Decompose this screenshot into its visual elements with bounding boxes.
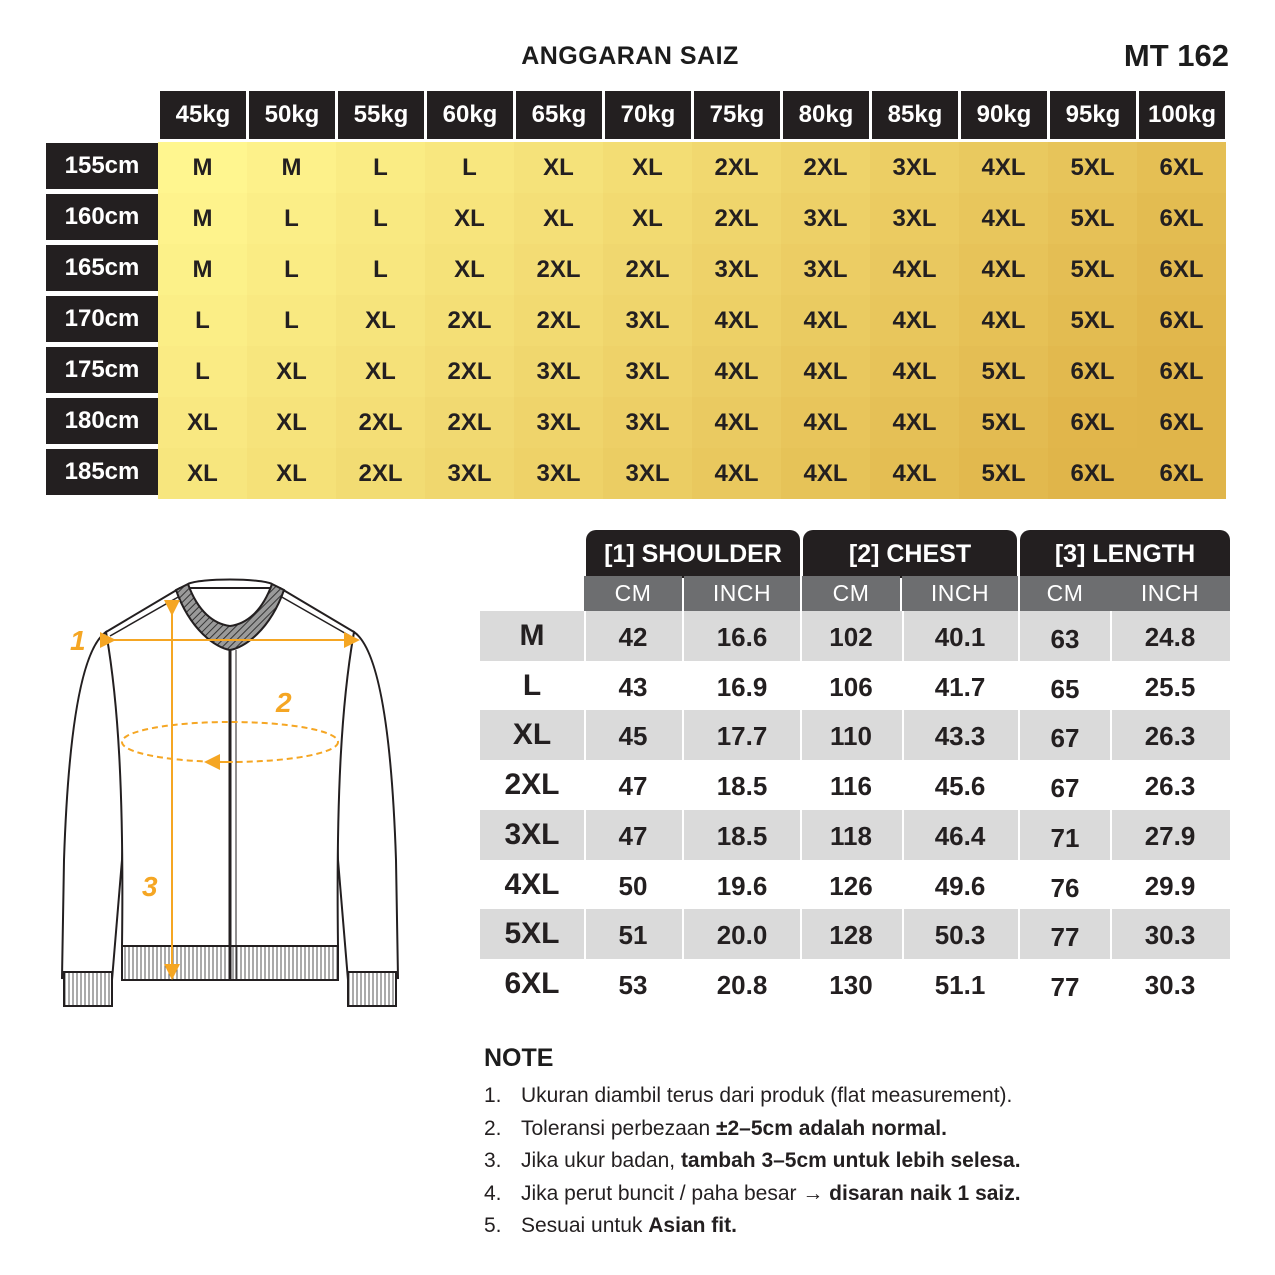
size-cell: 4XL xyxy=(692,448,781,499)
measurement-value: 19.6 xyxy=(716,870,768,901)
size-cell: 5XL xyxy=(1048,142,1137,193)
column-divider xyxy=(682,611,684,1008)
size-cell: 5XL xyxy=(1048,244,1137,295)
size-cell: 6XL xyxy=(1137,295,1226,346)
size-cell: XL xyxy=(158,448,247,499)
measurement-value: 50.3 xyxy=(934,919,986,950)
size-cell: XL xyxy=(603,142,692,193)
measurement-value: 17.7 xyxy=(716,720,768,751)
size-cell: 2XL xyxy=(781,142,870,193)
note-title: NOTE xyxy=(484,1044,554,1072)
size-cell: L xyxy=(158,346,247,397)
weight-header: 50kg xyxy=(249,91,335,139)
measurement-value: 67 xyxy=(1050,772,1080,803)
size-cell: 5XL xyxy=(1048,295,1137,346)
measurement-value: 43.3 xyxy=(934,720,986,751)
size-cell: 3XL xyxy=(603,346,692,397)
size-cell: 4XL xyxy=(870,448,959,499)
unit-header: CM xyxy=(1020,576,1110,611)
measurement-value: 27.9 xyxy=(1144,820,1196,851)
size-label: L xyxy=(522,669,542,702)
weight-header: 45kg xyxy=(160,91,246,139)
measurement-value: 102 xyxy=(829,621,873,652)
measurement-value: 20.8 xyxy=(716,969,768,1000)
measurement-value: 77 xyxy=(1050,971,1080,1002)
height-header: 160cm xyxy=(46,194,158,240)
measurement-value: 45.6 xyxy=(934,770,986,801)
size-cell: 2XL xyxy=(425,295,514,346)
size-label: 4XL xyxy=(504,868,560,901)
size-cell: L xyxy=(336,193,425,244)
measurement-value: 18.5 xyxy=(716,820,768,851)
weight-header: 60kg xyxy=(427,91,513,139)
size-cell: XL xyxy=(603,193,692,244)
label-2: 2 xyxy=(276,687,292,718)
column-divider xyxy=(1110,611,1112,1008)
size-cell: 4XL xyxy=(959,193,1048,244)
note-text: Jika ukur badan, xyxy=(521,1149,681,1172)
measurement-value: 43 xyxy=(618,671,648,702)
size-cell: 4XL xyxy=(781,295,870,346)
measurement-value: 16.6 xyxy=(716,621,768,652)
size-cell: 3XL xyxy=(603,295,692,346)
size-label: 5XL xyxy=(504,917,560,950)
size-cell: XL xyxy=(247,448,336,499)
measurement-value: 128 xyxy=(829,919,873,950)
size-cell: 4XL xyxy=(870,244,959,295)
weight-header: 70kg xyxy=(605,91,691,139)
size-cell: 2XL xyxy=(692,193,781,244)
size-cell: 3XL xyxy=(514,397,603,448)
measurement-value: 42 xyxy=(618,621,648,652)
size-cell: 5XL xyxy=(959,346,1048,397)
size-cell: 6XL xyxy=(1137,346,1226,397)
size-cell: M xyxy=(158,142,247,193)
measurement-value: 20.0 xyxy=(716,919,768,950)
measurement-value: 49.6 xyxy=(934,870,986,901)
measurement-value: 51.1 xyxy=(934,969,986,1000)
right-cuff xyxy=(348,972,396,1006)
size-cell: 3XL xyxy=(870,193,959,244)
height-header: 185cm xyxy=(46,449,158,495)
note-emphasis: disaran naik 1 saiz. xyxy=(829,1181,1021,1205)
note-text: Toleransi perbezaan xyxy=(521,1116,716,1140)
size-cell: 4XL xyxy=(692,397,781,448)
note-number: 2. xyxy=(484,1116,502,1140)
measurement-value: 65 xyxy=(1050,673,1080,704)
note-item xyxy=(484,1117,947,1141)
size-cell: 3XL xyxy=(425,448,514,499)
size-cell: 2XL xyxy=(425,397,514,448)
note-number: 1. xyxy=(484,1084,502,1107)
measurement-value: 53 xyxy=(618,969,648,1000)
size-cell: 4XL xyxy=(781,448,870,499)
measurement-value: 18.5 xyxy=(716,770,768,801)
size-cell: 6XL xyxy=(1048,346,1137,397)
size-cell: 6XL xyxy=(1137,193,1226,244)
weight-header: 55kg xyxy=(338,91,424,139)
measurement-value: 110 xyxy=(830,720,872,751)
size-cell: XL xyxy=(247,346,336,397)
size-cell: 3XL xyxy=(514,448,603,499)
measurement-value: 130 xyxy=(829,969,873,1000)
size-cell: L xyxy=(336,142,425,193)
measurement-value: 47 xyxy=(618,770,648,801)
weight-header: 100kg xyxy=(1139,91,1225,139)
measurement-value: 24.8 xyxy=(1144,621,1196,652)
height-header: 170cm xyxy=(46,296,158,342)
size-cell: 5XL xyxy=(1048,193,1137,244)
size-cell: 4XL xyxy=(870,397,959,448)
note-emphasis: tambah 3–5cm untuk lebih selesa. xyxy=(680,1149,1021,1172)
measurement-value: 126 xyxy=(829,870,873,901)
measurement-value: 116 xyxy=(830,770,872,801)
weight-header: 85kg xyxy=(872,91,958,139)
chart-title: ANGGARAN SAIZ xyxy=(521,42,739,70)
measurement-value: 46.4 xyxy=(934,820,986,851)
size-cell: L xyxy=(247,193,336,244)
size-cell: 3XL xyxy=(870,142,959,193)
size-cell: 6XL xyxy=(1048,448,1137,499)
note-text: Jika perut buncit / paha besar → xyxy=(521,1181,830,1205)
size-cell: L xyxy=(158,295,247,346)
note-number: 4. xyxy=(484,1181,502,1205)
unit-header: CM xyxy=(584,576,682,611)
unit-header: INCH xyxy=(902,576,1018,611)
size-cell: 3XL xyxy=(514,346,603,397)
measurement-value: 41.7 xyxy=(934,671,986,702)
measurement-value: 77 xyxy=(1050,921,1080,952)
note-item xyxy=(484,1214,737,1238)
measurement-group-header: [1] SHOULDER xyxy=(586,530,800,578)
note-text: Ukuran diambil terus dari produk (flat measurement). xyxy=(521,1084,1013,1107)
size-cell: 6XL xyxy=(1137,244,1226,295)
measurement-value: 63 xyxy=(1050,623,1080,654)
size-cell: 6XL xyxy=(1137,397,1226,448)
size-cell: 4XL xyxy=(870,295,959,346)
height-header: 175cm xyxy=(46,347,158,393)
product-code: MT 162 xyxy=(1123,38,1229,73)
size-label: XL xyxy=(512,718,552,751)
weight-header: 80kg xyxy=(783,91,869,139)
note-item xyxy=(484,1084,1012,1108)
measurement-value: 16.9 xyxy=(716,671,768,702)
note-item xyxy=(484,1149,1021,1173)
size-cell: 4XL xyxy=(692,295,781,346)
size-cell: 5XL xyxy=(959,397,1048,448)
size-label: 2XL xyxy=(504,768,560,801)
size-cell: XL xyxy=(336,295,425,346)
size-cell: M xyxy=(158,193,247,244)
size-cell: 2XL xyxy=(514,244,603,295)
height-header: 180cm xyxy=(46,398,158,444)
weight-header: 95kg xyxy=(1050,91,1136,139)
size-cell: 2XL xyxy=(336,448,425,499)
measurement-value: 47 xyxy=(618,820,648,851)
measurement-value: 26.3 xyxy=(1144,770,1196,801)
measurement-value: 26.3 xyxy=(1144,720,1196,751)
size-cell: XL xyxy=(425,244,514,295)
unit-header: CM xyxy=(802,576,900,611)
size-cell: XL xyxy=(514,142,603,193)
measurement-value: 118 xyxy=(830,820,872,851)
size-cell: 4XL xyxy=(870,346,959,397)
measurement-group-header: [2] CHEST xyxy=(803,530,1017,578)
measurement-value: 76 xyxy=(1050,872,1080,903)
unit-header: INCH xyxy=(684,576,800,611)
jacket-diagram xyxy=(40,560,420,1020)
label-1: 1 xyxy=(70,625,86,656)
measurement-value: 30.3 xyxy=(1144,919,1196,950)
size-label: 6XL xyxy=(504,967,560,1000)
size-cell: 2XL xyxy=(692,142,781,193)
column-divider xyxy=(584,611,586,1008)
column-divider xyxy=(902,611,904,1008)
note-number: 5. xyxy=(484,1214,502,1237)
size-cell: 2XL xyxy=(603,244,692,295)
size-cell: 4XL xyxy=(781,346,870,397)
size-cell: XL xyxy=(336,346,425,397)
measurement-value: 29.9 xyxy=(1144,870,1196,901)
size-cell: 4XL xyxy=(959,244,1048,295)
measurement-value: 50 xyxy=(618,870,648,901)
size-cell: 6XL xyxy=(1137,142,1226,193)
measurement-value: 51 xyxy=(618,919,648,950)
size-cell: 3XL xyxy=(781,193,870,244)
size-cell: M xyxy=(158,244,247,295)
note-number: 3. xyxy=(484,1149,502,1172)
weight-header: 75kg xyxy=(694,91,780,139)
size-label: 3XL xyxy=(504,818,560,851)
measurement-value: 30.3 xyxy=(1144,969,1196,1000)
measurement-value: 45 xyxy=(618,720,648,751)
size-cell: XL xyxy=(514,193,603,244)
size-cell: 4XL xyxy=(692,346,781,397)
size-cell: 4XL xyxy=(959,142,1048,193)
measurement-value: 40.1 xyxy=(934,621,986,652)
size-cell: 4XL xyxy=(959,295,1048,346)
measurement-value: 71 xyxy=(1050,822,1080,853)
size-cell: 5XL xyxy=(959,448,1048,499)
weight-header: 65kg xyxy=(516,91,602,139)
size-cell: L xyxy=(247,295,336,346)
size-cell: 3XL xyxy=(603,448,692,499)
height-header: 155cm xyxy=(46,143,158,189)
note-emphasis: ±2–5cm adalah normal. xyxy=(715,1116,947,1140)
weight-header: 90kg xyxy=(961,91,1047,139)
note-text: Sesuai untuk xyxy=(521,1214,649,1237)
size-cell: 2XL xyxy=(336,397,425,448)
measurement-value: 67 xyxy=(1050,722,1080,753)
size-cell: M xyxy=(247,142,336,193)
left-cuff xyxy=(64,972,112,1006)
size-cell: 3XL xyxy=(692,244,781,295)
size-cell: L xyxy=(425,142,514,193)
size-cell: XL xyxy=(425,193,514,244)
size-cell: XL xyxy=(247,397,336,448)
size-cell: 2XL xyxy=(514,295,603,346)
column-divider xyxy=(1018,611,1020,1008)
column-divider xyxy=(800,611,802,1008)
size-cell: 6XL xyxy=(1137,448,1226,499)
size-cell: 2XL xyxy=(425,346,514,397)
size-cell: L xyxy=(336,244,425,295)
size-cell: 6XL xyxy=(1048,397,1137,448)
measurement-value: 106 xyxy=(829,671,873,702)
size-cell: XL xyxy=(158,397,247,448)
size-label: M xyxy=(519,619,545,652)
note-emphasis: Asian fit. xyxy=(648,1214,737,1237)
measurement-value: 25.5 xyxy=(1144,671,1196,702)
size-cell: 3XL xyxy=(603,397,692,448)
label-3: 3 xyxy=(142,871,158,902)
unit-header: INCH xyxy=(1110,576,1230,611)
height-header: 165cm xyxy=(46,245,158,291)
size-cell: 4XL xyxy=(781,397,870,448)
measurement-group-header: [3] LENGTH xyxy=(1020,530,1230,578)
note-item xyxy=(484,1182,1021,1206)
size-cell: L xyxy=(247,244,336,295)
size-cell: 3XL xyxy=(781,244,870,295)
